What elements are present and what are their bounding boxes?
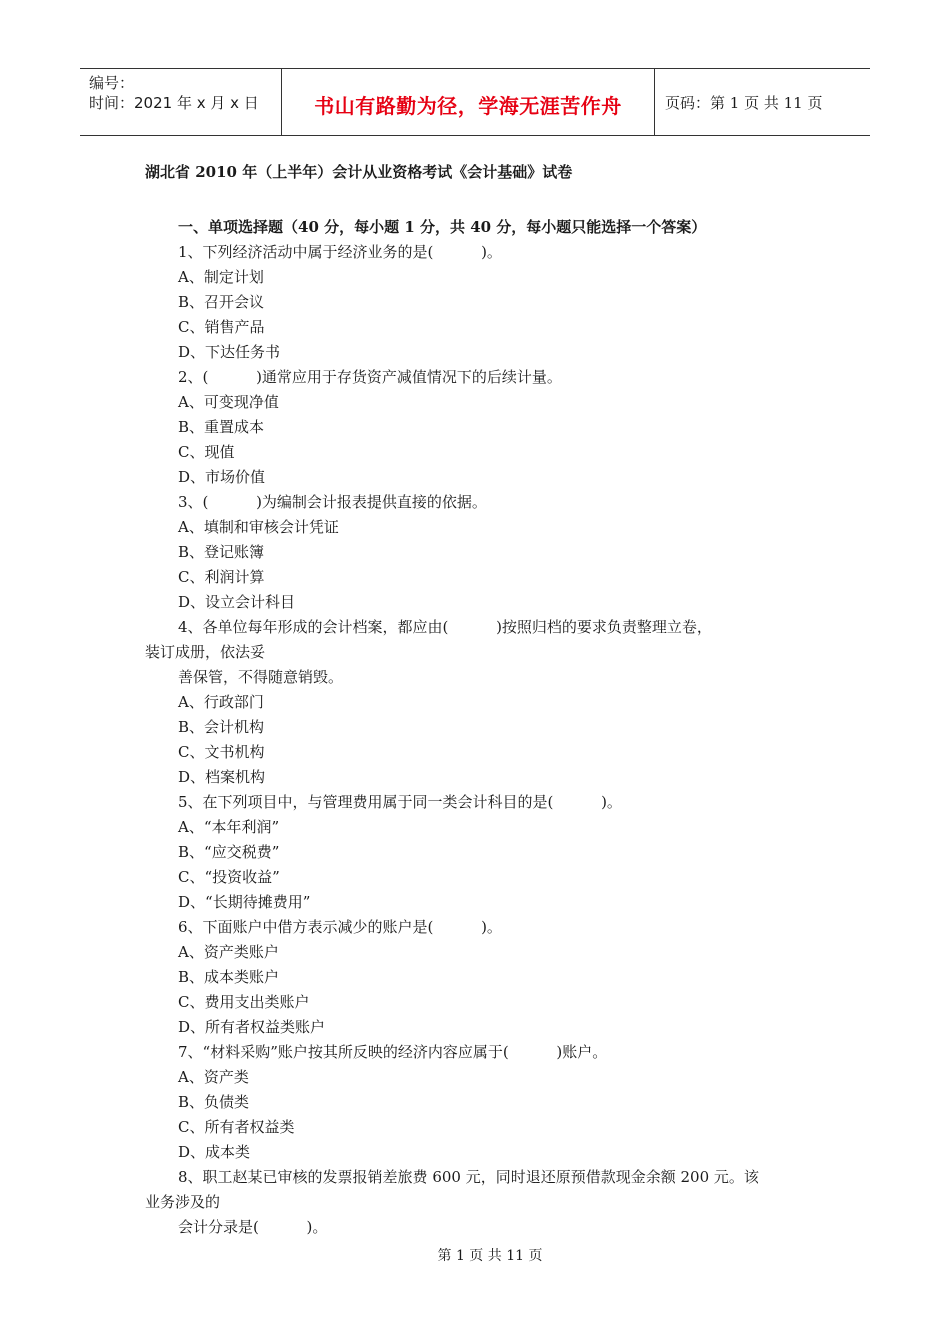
question-8-continuation: 会计分录是( )。 <box>178 1218 328 1236</box>
option: D、市场价值 <box>178 468 266 486</box>
option: B、“应交税费” <box>178 843 280 861</box>
question-4-continuation: 善保管，不得随意销毁。 <box>178 668 344 686</box>
page-header <box>80 68 870 136</box>
option: C、所有者权益类 <box>178 1118 295 1136</box>
option: A、制定计划 <box>178 268 264 286</box>
option: B、会计机构 <box>178 718 265 736</box>
page-info-text: 页码：第 1 页 共 11 页 <box>665 93 823 112</box>
option: A、行政部门 <box>178 693 264 711</box>
option: C、文书机构 <box>178 743 265 761</box>
section-heading: 一、单项选择题（40 分，每小题 1 分，共 40 分，每小题只能选择一个答案） <box>178 218 707 236</box>
question-1: 1、下列经济活动中属于经济业务的是( )。 <box>178 243 502 261</box>
header-meta <box>80 69 282 135</box>
option: A、“本年利润” <box>178 818 280 836</box>
option: B、成本类账户 <box>178 968 280 986</box>
option: A、资产类 <box>178 1068 249 1086</box>
document-body <box>145 160 810 1240</box>
option: D、“长期待摊费用” <box>178 893 311 911</box>
motto-text: 书山有路勤为径，学海无涯苦作舟 <box>314 93 622 118</box>
header-motto-cell <box>282 69 655 135</box>
number-label: 编号： <box>89 74 135 92</box>
option: B、负债类 <box>178 1093 250 1111</box>
option: A、填制和审核会计凭证 <box>178 518 339 536</box>
option: D、成本类 <box>178 1143 251 1161</box>
option: A、资产类账户 <box>178 943 279 961</box>
question-4: 4、各单位每年形成的会计档案，都应由( )按照归档的要求负责整理立卷， <box>178 618 712 636</box>
option: C、“投资收益” <box>178 868 280 886</box>
question-5: 5、在下列项目中，与管理费用属于同一类会计科目的是( )。 <box>178 793 622 811</box>
option: C、现值 <box>178 443 235 461</box>
option: D、档案机构 <box>178 768 266 786</box>
question-7: 7、“材料采购”账户按其所反映的经济内容应属于( )账户。 <box>178 1043 608 1061</box>
question-6: 6、下面账户中借方表示减少的账户是( )。 <box>178 918 502 936</box>
option: A、可变现净值 <box>178 393 279 411</box>
time-label: 时间：2021 年 x 月 x 日 <box>89 94 259 112</box>
option: B、召开会议 <box>178 293 265 311</box>
option: C、销售产品 <box>178 318 265 336</box>
option: D、下达任务书 <box>178 343 281 361</box>
option: C、费用支出类账户 <box>178 993 310 1011</box>
question-8: 8、职工赵某已审核的发票报销差旅费 600 元，同时退还原预借款现金余额 200 元。该 <box>178 1168 759 1186</box>
question-4-continuation: 装订成册，依法妥 <box>145 643 266 661</box>
option: B、登记账簿 <box>178 543 265 561</box>
option: C、利润计算 <box>178 568 265 586</box>
header-page-info <box>655 69 870 135</box>
question-8-continuation: 业务涉及的 <box>145 1193 221 1211</box>
question-2: 2、( )通常应用于存货资产减值情况下的后续计量。 <box>178 368 562 386</box>
option: B、重置成本 <box>178 418 265 436</box>
page-footer: 第 1 页 共 11 页 <box>437 1248 543 1264</box>
option: D、设立会计科目 <box>178 593 296 611</box>
question-3: 3、( )为编制会计报表提供直接的依据。 <box>178 493 487 511</box>
option: D、所有者权益类账户 <box>178 1018 326 1036</box>
document-title: 湖北省 2010 年（上半年）会计从业资格考试《会计基础》试卷 <box>145 163 573 181</box>
